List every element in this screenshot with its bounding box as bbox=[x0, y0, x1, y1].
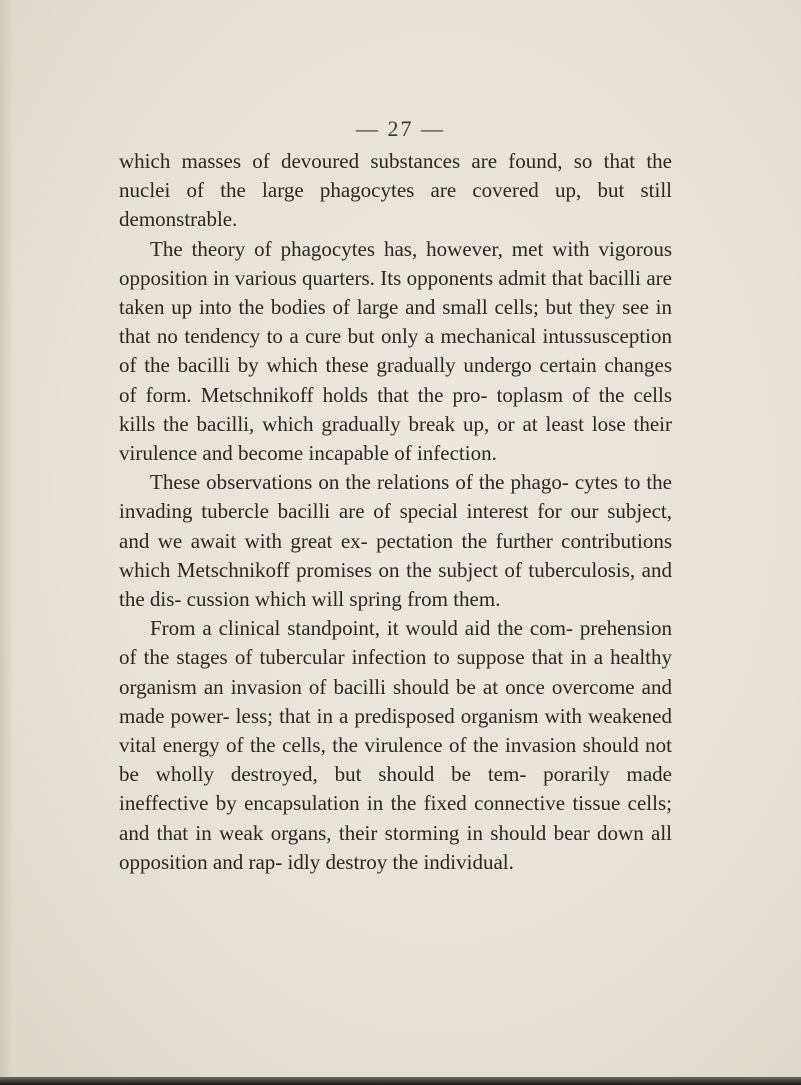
page-bottom-edge bbox=[0, 1077, 801, 1085]
binding-shadow bbox=[0, 0, 14, 1085]
paragraph-3: These observations on the relations of the phago- cytes to the invading tubercle bacilli are of special interest for our subject, and we await with great ex- pectation the further contributions which Metschnikoff promises on the subject of tuberculosis, and the dis- cussion which will spring from them. bbox=[119, 470, 672, 612]
body-text bbox=[119, 147, 672, 877]
page-number: — 27 — bbox=[356, 116, 445, 141]
paragraph-2: The theory of phagocytes has, however, met with vigorous opposition in various quarters. Its opponents admit that bacilli are taken up into the bodies of large and small cells; but they see in that no tendency to a cure but only a mechanical intussusception of the bacilli by which these gradually undergo certain changes of form. Metschnikoff holds that the pro- toplasm of the cells kills the bacilli, which gradually break up, or at least lose their virulence and become incapable of infection. bbox=[119, 236, 672, 466]
paragraph-4: From a clinical standpoint, it would aid the com- prehension of the stages of tubercular infection to suppose that in a healthy organism an invasion of bacilli should be at once overcome and made power- less; that in a predisposed organism with weakened vital energy of the cells, the virulence of the invasion should not be wholly destroyed, but should be tem- porarily made ineffective by encapsulation in the fixed connective tissue cells; and that in weak organs, their storming in should bear down all opposition and rap- idly destroy the individual. bbox=[119, 616, 672, 874]
paragraph-1: which masses of devoured substances are found, so that the nuclei of the large phagocytes are covered up, but still demonstrable. bbox=[119, 149, 672, 232]
